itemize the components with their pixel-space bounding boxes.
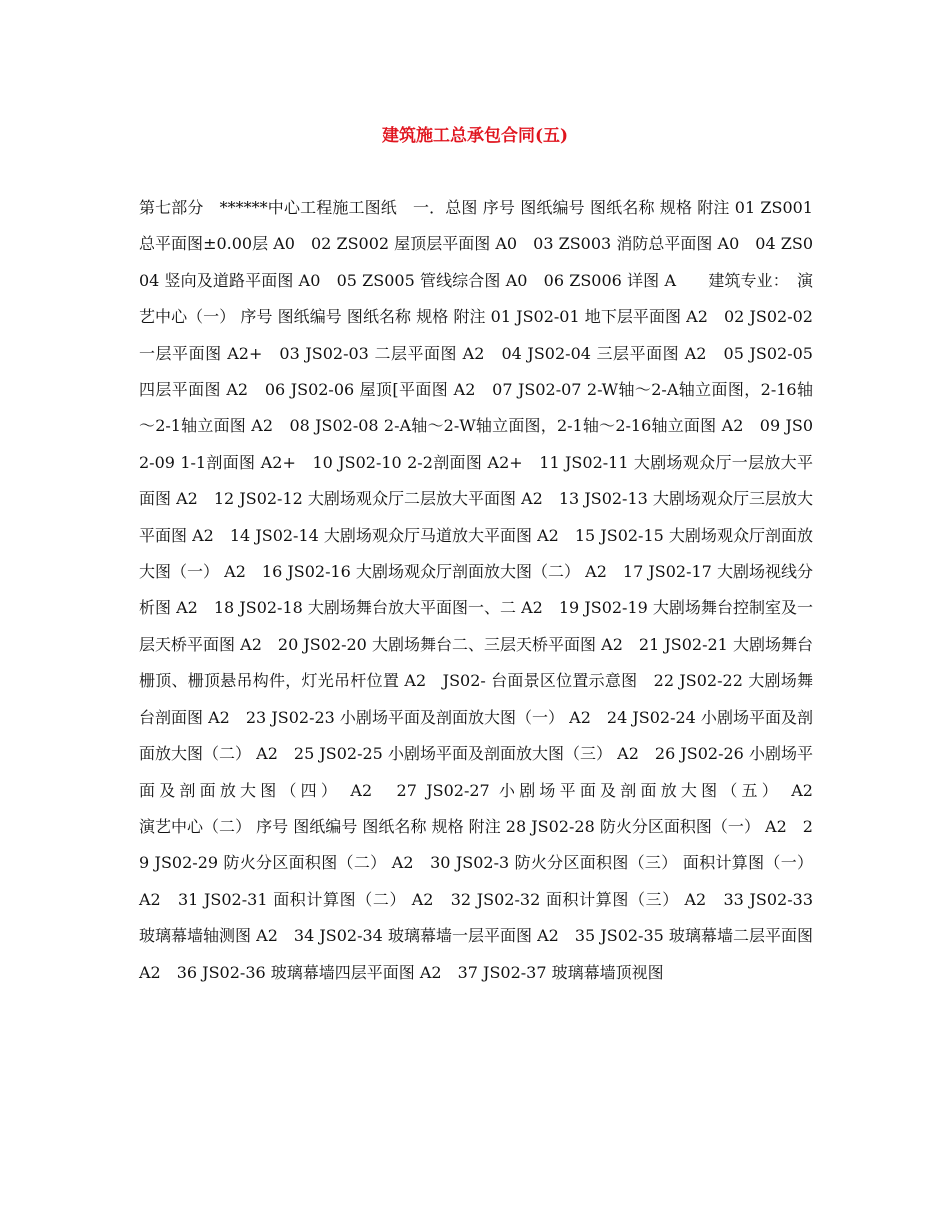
document-body: 第七部分 ******中心工程施工图纸 一．总图 序号 图纸编号 图纸名称 规格 附注 01 ZS001 总平面图±0.00层 A0 02 ZS002 屋顶层平面图 A0 03 ZS003 消防总平面图 A0 04 ZS004 竖向及道路平面图 A0 05 ZS005 管线综合图 A0 06 ZS006 详图 A 建筑专业： 演艺中心（一） 序号 图纸编号 图纸名称 规格 附注 01 JS02-01 地下层平面图 A2 02 JS02-02 一层平面图 A2+ 03 JS02-03 二层平面图 A2 04 JS02-04 三层平面图 A2 05 JS02-05 四层平面图 A2 06 JS02-06 屋顶[平面图 A2 07 JS02-07 2-W轴～2-A轴立面图，2-16轴～2-1轴立面图 A2 08 JS02-08 2-A轴～2-W轴立面图，2-1轴～2-16轴立面图 A2 09 JS02-09 1-1剖面图 A2+ 10 JS02-10 2-2剖面图 A2+ 11 JS02-11 大剧场观众厅一层放大平面图 A2 12 JS02-12 大剧场观众厅二层放大平面图 A2 13 JS02-13 大剧场观众厅三层放大平面图 A2 14 JS02-14 大剧场观众厅马道放大平面图 A2 15 JS02-15 大剧场观众厅剖面放大图（一） A2 16 JS02-16 大剧场观众厅剖面放大图（二） A2 17 JS02-17 大剧场视线分析图 A2 18 JS02-18 大剧场舞台放大平面图一、二 A2 19 JS02-19 大剧场舞台控制室及一层天桥平面图 A2 20 JS02-20 大剧场舞台二、三层天桥平面图 A2 21 JS02-21 大剧场舞台栅顶、栅顶悬吊构件，灯光吊杆位置 A2 JS02- 台面景区位置示意图 22 JS02-22 大剧场舞台剖面图 A2 23 JS02-23 小剧场平面及剖面放大图（一） A2 24 JS02-24 小剧场平面及剖面放大图（二） A2 25 JS02-25 小剧场平面及剖面放大图（三） A2 26 JS02-26 小剧场平面及剖面放大图（四） A2 27 JS02-27 小剧场平面及剖面放大图（五） A2 演艺中心（二） 序号 图纸编号 图纸名称 规格 附注 28 JS02-28 防火分区面积图（一） A2 29 JS02-29 防火分区面积图（二） A2 30 JS02-3 防火分区面积图（三） 面积计算图（一） A2 31 JS02-31 面积计算图（二） A2 32 JS02-32 面积计算图（三） A2 33 JS02-33 玻璃幕墙轴测图 A2 34 JS02-34 玻璃幕墙一层平面图 A2 35 JS02-35 玻璃幕墙二层平面图 A2 36 JS02-36 玻璃幕墙四层平面图 A2 37 JS02-37 玻璃幕墙顶视图 (139, 198, 926, 982)
document-title: 建筑施工总承包合同(五) (381, 126, 569, 146)
